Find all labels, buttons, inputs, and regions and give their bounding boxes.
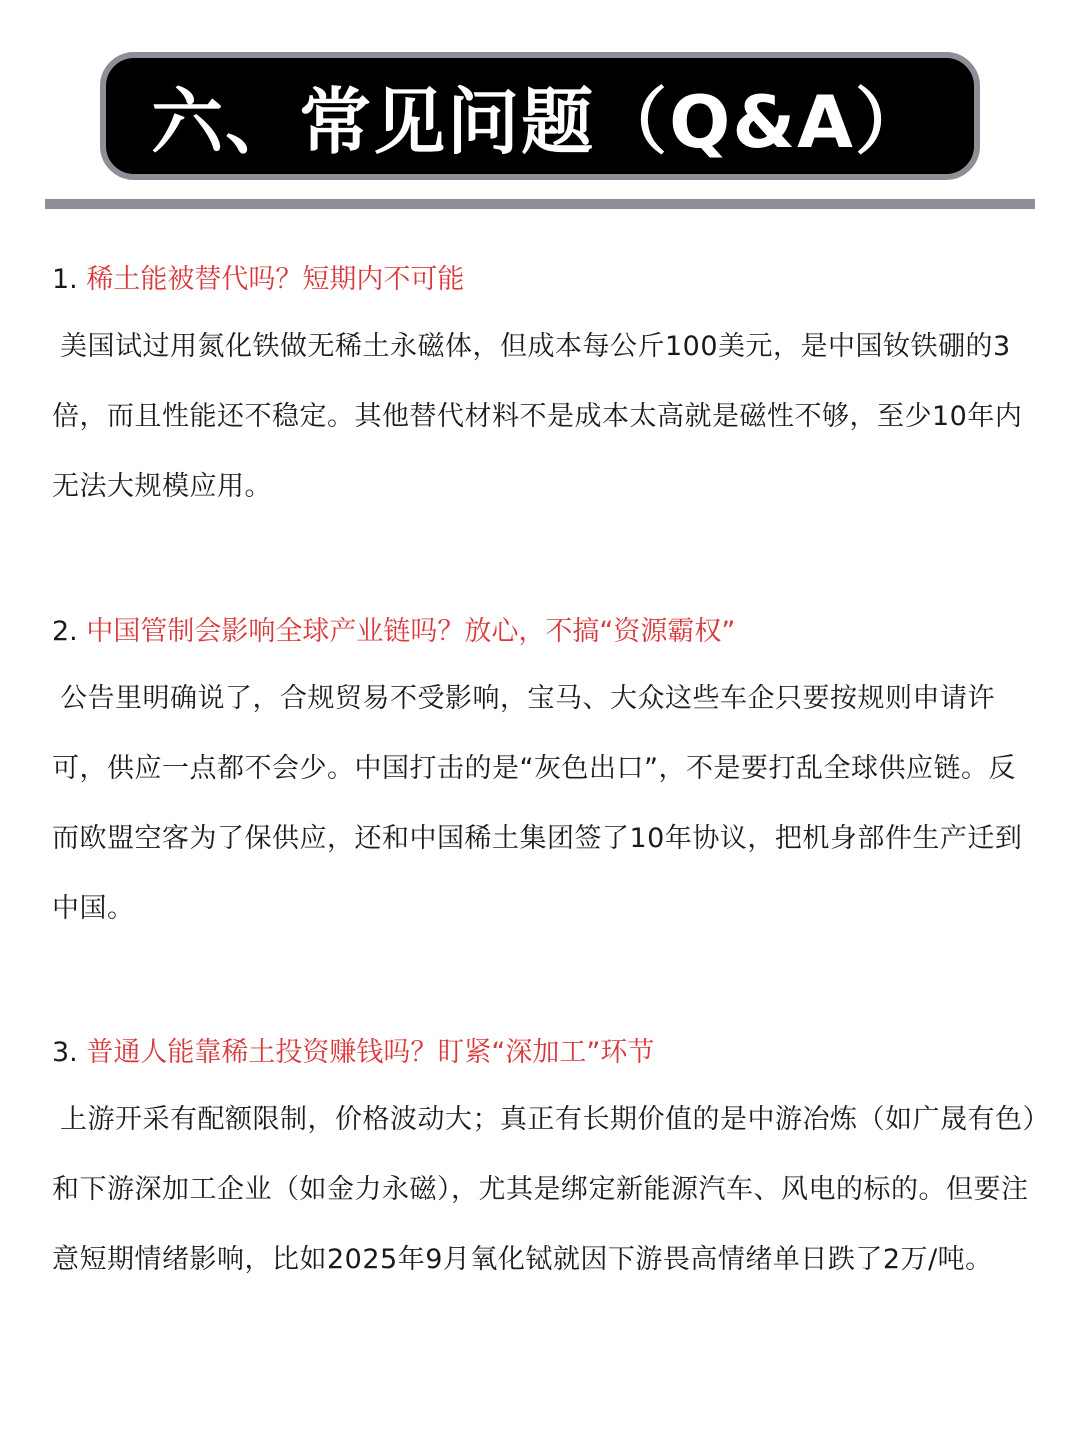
answer-2: 公告里明确说了，合规贸易不受影响，宝马、大众这些车企只要按规则申请许可，供应一点都不会少。中国打击的是“灰色出口”，不是要打乱全球供应链。反而欧盟空客为了保供应，还和中国稀土集团签了10年协议，把机身部件生产迁到中国。 <box>52 683 1023 924</box>
qa-item-3 <box>52 1033 1037 1295</box>
answer-3: 上游开采有配额限制，价格波动大；真正有长期价值的是中游冶炼（如广晟有色）和下游深加工企业（如金力永磁），尤其是绑定新能源汽车、风电的标的。但要注意短期情绪影响，比如2025年9月氧化铽就因下游畏高情绪单日跌了2万/吨。 <box>52 1104 1037 1275</box>
question-text: 稀土能被替代吗？短期内不可能 <box>86 264 465 295</box>
question-text: 中国管制会影响全球产业链吗？放心，不搞“资源霸权” <box>86 616 736 647</box>
qa-item-2 <box>52 612 1037 944</box>
title-banner <box>100 52 980 180</box>
question-number: 3. <box>52 1037 78 1068</box>
question-number: 1. <box>52 264 78 295</box>
header-divider <box>45 199 1035 209</box>
question-1 <box>52 260 1037 300</box>
page-title: 六、常见问题（Q&A） <box>151 80 929 164</box>
answer-1: 美国试过用氮化铁做无稀土永磁体，但成本每公斤100美元，是中国钕铁硼的3倍，而且性能还不稳定。其他替代材料不是成本太高就是磁性不够，至少10年内无法大规模应用。 <box>52 331 1023 502</box>
question-2 <box>52 612 1037 652</box>
question-text: 普通人能靠稀土投资赚钱吗？盯紧“深加工”环节 <box>86 1037 655 1068</box>
question-3 <box>52 1033 1037 1073</box>
question-number: 2. <box>52 616 78 647</box>
qa-item-1 <box>52 260 1037 522</box>
